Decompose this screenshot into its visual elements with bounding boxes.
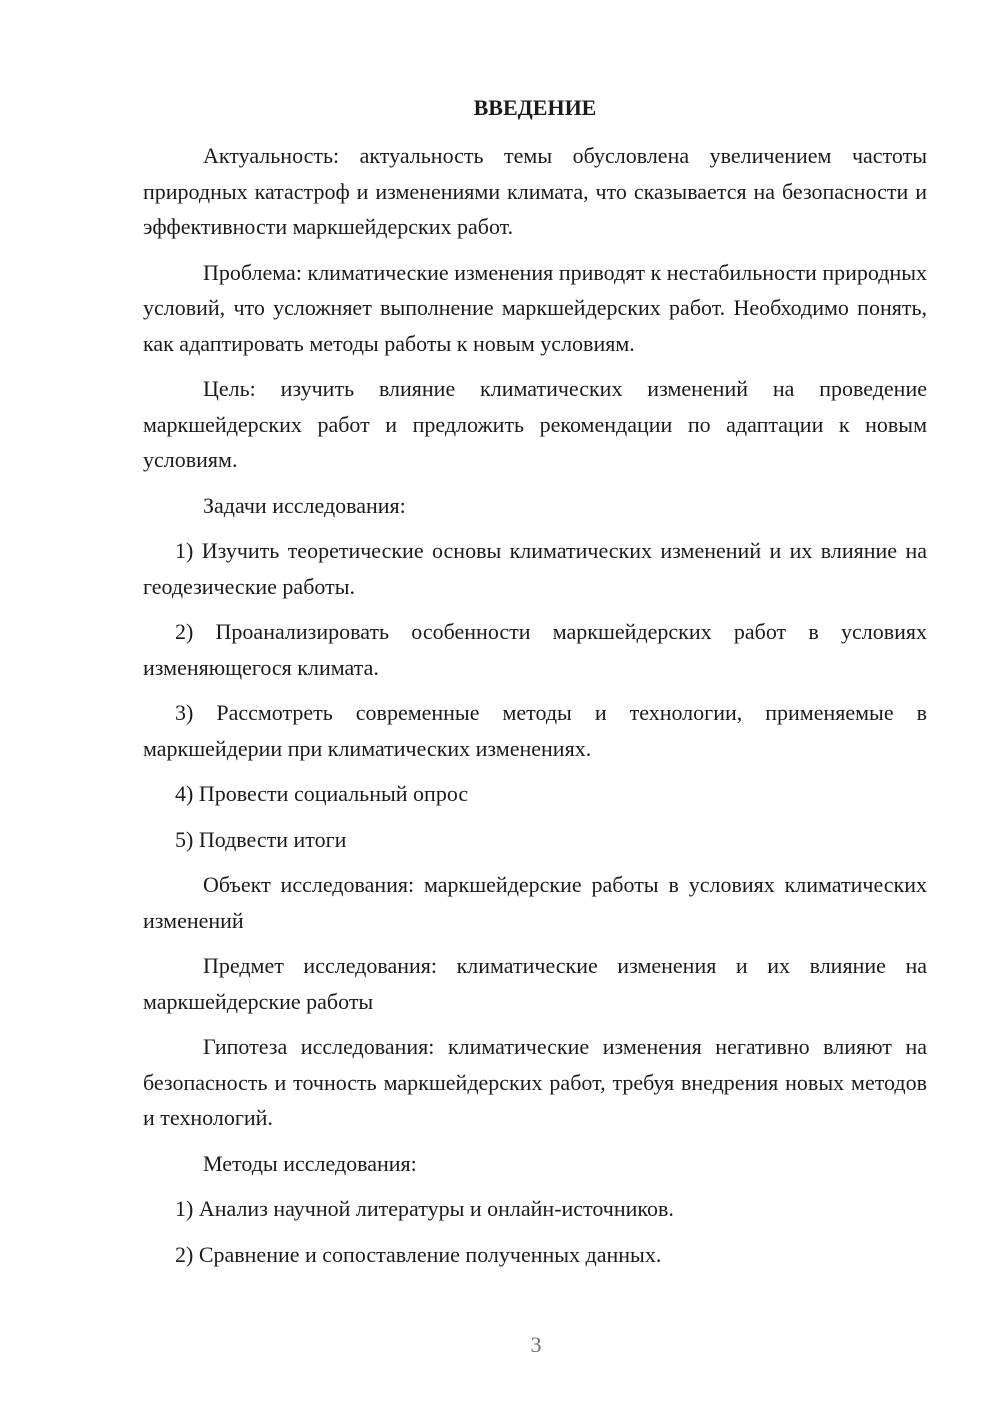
task-item-4: 4) Провести социальный опрос bbox=[175, 781, 469, 806]
tasks-heading: Задачи исследования: bbox=[203, 492, 406, 518]
goal-paragraph: Цель: изучить влияние климатических изменений на проведение маркшейдерских работ и предложить рекомендации по адаптации к новым условиям. bbox=[143, 376, 927, 472]
method-item-2: 2) Сравнение и сопоставление полученных данных. bbox=[175, 1241, 662, 1267]
object-paragraph: Объект исследования: маркшейдерские работы в условиях климатических изменений bbox=[143, 872, 927, 933]
methods-heading: Методы исследования: bbox=[203, 1150, 417, 1176]
page-number: 3 bbox=[530, 1332, 542, 1357]
hypothesis-paragraph: Гипотеза исследования: климатические изменения негативно влияют на безопасность и точность маркшейдерских работ, требуя внедрения новых методов и технологий. bbox=[143, 1034, 927, 1130]
page-title: ВВЕДЕНИЕ bbox=[473, 95, 597, 120]
page-content bbox=[143, 90, 927, 1282]
relevance-paragraph: Актуальность: актуальность темы обусловлена увеличением частоты природных катастроф и изменениями климата, что сказывается на безопасности и эффективности маркшейдерских работ. bbox=[143, 143, 927, 239]
subject-paragraph: Предмет исследования: климатические изменения и их влияние на маркшейдерские работы bbox=[143, 953, 927, 1014]
task-item-1: 1) Изучить теоретические основы климатических изменений и их влияние на геодезические работы. bbox=[143, 538, 927, 599]
task-item-2: 2) Проанализировать особенности маркшейдерских работ в условиях изменяющегося климата. bbox=[143, 619, 927, 680]
task-item-5: 5) Подвести итоги bbox=[175, 826, 347, 852]
task-item-3: 3) Рассмотреть современные методы и технологии, применяемые в маркшейдерии при климатических изменениях. bbox=[143, 700, 927, 761]
problem-paragraph: Проблема: климатические изменения приводят к нестабильности природных условий, что усложняет выполнение маркшейдерских работ. Необходимо понять, как адаптировать методы работы к новым условиям. bbox=[143, 259, 927, 356]
method-item-1: 1) Анализ научной литературы и онлайн-источников. bbox=[175, 1196, 674, 1221]
